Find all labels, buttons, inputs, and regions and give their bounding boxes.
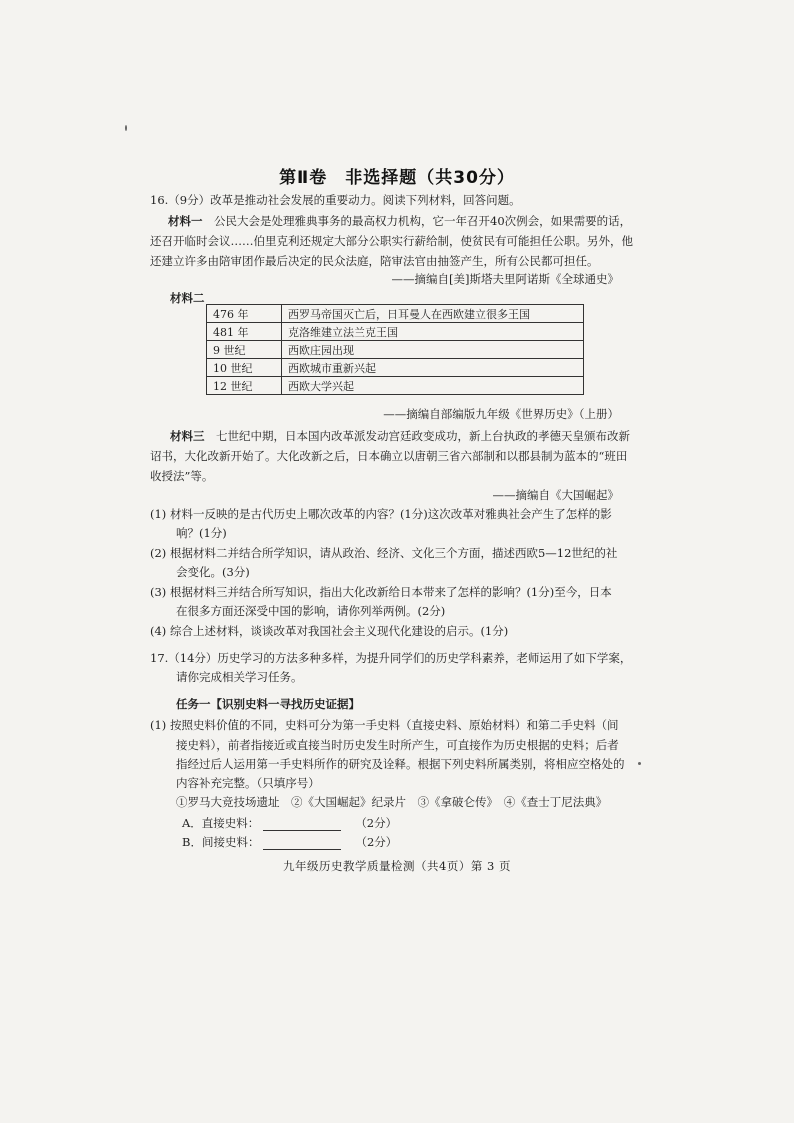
q16-material3-line2: 诏书，大化改新开始了。大化改新之后，日本确立以唐朝三省六部制和以郡县制为蓝本的“班田: [150, 449, 628, 463]
q17-stem-line2: 请你完成相关学习任务。: [176, 670, 303, 684]
source-options: ①罗马大竞技场遗址 ②《大国崛起》纪录片 ③《拿破仑传》 ④《查士丁尼法典》: [176, 795, 608, 809]
q16-material3-line1: [170, 428, 630, 444]
year-cell: 481 年: [207, 323, 282, 341]
material1-source: ——摘编自[美]斯塔夫里阿诺斯《全球通史》: [391, 272, 619, 286]
year-cell: 10 世纪: [207, 359, 282, 377]
q17-stem-line1: 17.（14分）历史学习的方法多种多样，为提升同学们的历史学科素养，老师运用了如下学案，: [150, 651, 632, 665]
q16-sub3-line2: 在很多方面还深受中国的影响，请你列举两例。(2分): [176, 604, 446, 618]
q16-sub2-line2: 会变化。(3分): [176, 565, 250, 579]
material3-label: 材料三: [170, 429, 205, 443]
section-title: 第Ⅱ卷 非选择题（共30分）: [279, 168, 515, 188]
blank-b-row: [182, 834, 397, 850]
q16-sub3-line1: (3) 根据材料三并结合所写知识，指出大化改新给日本带来了怎样的影响？(1分)至今，日本: [150, 585, 612, 599]
table-row: [207, 359, 584, 377]
material3-text: 七世纪中期，日本国内改革派发动宫廷政变成功，新上台执政的孝德天皇颁布改新: [204, 429, 630, 443]
material1-label: 材料一: [168, 214, 203, 228]
event-cell: 西欧城市重新兴起: [282, 359, 584, 377]
material2-table: [206, 304, 584, 395]
q16-stem: 16.（9分）改革是推动社会发展的重要动力。阅读下列材料，回答问题。: [150, 193, 521, 207]
blank-a-points: （2分）: [355, 816, 398, 830]
q16-sub1-line1: (1) 材料一反映的是古代历史上哪次改革的内容？(1分)这次改革对雅典社会产生了怎样的影: [150, 507, 612, 521]
q16-material1-line1: [168, 213, 631, 229]
table-row: [207, 305, 584, 323]
q16-sub1-line2: 响？(1分): [176, 526, 227, 540]
blank-b-input[interactable]: [263, 837, 341, 850]
year-cell: 9 世纪: [207, 341, 282, 359]
year-cell: 476 年: [207, 305, 282, 323]
material1-text: 公民大会是处理雅典事务的最高权力机构，它一年召开40次例会，如果需要的话，: [202, 214, 632, 228]
q16-material3-line3: 收授法”等。: [150, 469, 214, 483]
scan-speck: [638, 762, 641, 765]
q17-sub1-line1: (1) 按照史料价值的不同，史料可分为第一手史料（直接史料、原始材料）和第二手史料（间: [150, 718, 619, 732]
page-footer: 九年级历史教学质量检测（共4页）第 3 页: [283, 859, 511, 873]
q17-sub1-line2: 接史料），前者指接近或直接当时历史发生时所产生，可直接作为历史根据的史料；后者: [176, 738, 619, 752]
material2-label: 材料二: [170, 291, 205, 305]
blank-a-row: [182, 815, 397, 831]
blank-b-label: B．间接史料：: [182, 835, 260, 849]
q16-sub4-line1: (4) 综合上述材料，谈谈改革对我国社会主义现代化建设的启示。(1分): [150, 624, 509, 638]
blank-a-input[interactable]: [263, 818, 341, 831]
material3-source: ——摘编自《大国崛起》: [492, 488, 619, 502]
table-row: [207, 377, 584, 395]
material2-source: ——摘编自部编版九年级《世界历史》（上册）: [383, 407, 619, 421]
event-cell: 西罗马帝国灭亡后，日耳曼人在西欧建立很多王国: [282, 305, 584, 323]
q17-sub1-line3: 指经过后人运用第一手史料所作的研究及诠释。根据下列史料所属类别，将相应空格处的: [176, 757, 625, 771]
q16-material1-line2: 还召开临时会议……伯里克利还规定大部分公职实行薪给制，使贫民有可能担任公职。另外，他: [150, 234, 633, 248]
table-row: [207, 341, 584, 359]
scan-speck: [125, 125, 127, 131]
table-row: [207, 323, 584, 341]
blank-b-points: （2分）: [355, 835, 398, 849]
q16-material1-line3: 还建立许多由陪审团作最后决定的民众法庭，陪审法官由抽签产生，所有公民都可担任。: [150, 254, 599, 268]
blank-a-label: A．直接史料：: [182, 816, 260, 830]
event-cell: 克洛维建立法兰克王国: [282, 323, 584, 341]
q16-sub2-line1: (2) 根据材料二并结合所学知识，请从政治、经济、文化三个方面，描述西欧5—12世纪的社: [150, 546, 618, 560]
event-cell: 西欧庄园出现: [282, 341, 584, 359]
q17-sub1-line4: 内容补充完整。（只填序号）: [176, 776, 320, 790]
event-cell: 西欧大学兴起: [282, 377, 584, 395]
year-cell: 12 世纪: [207, 377, 282, 395]
task1-heading: 任务一【识别史料一寻找历史证据】: [176, 697, 360, 711]
